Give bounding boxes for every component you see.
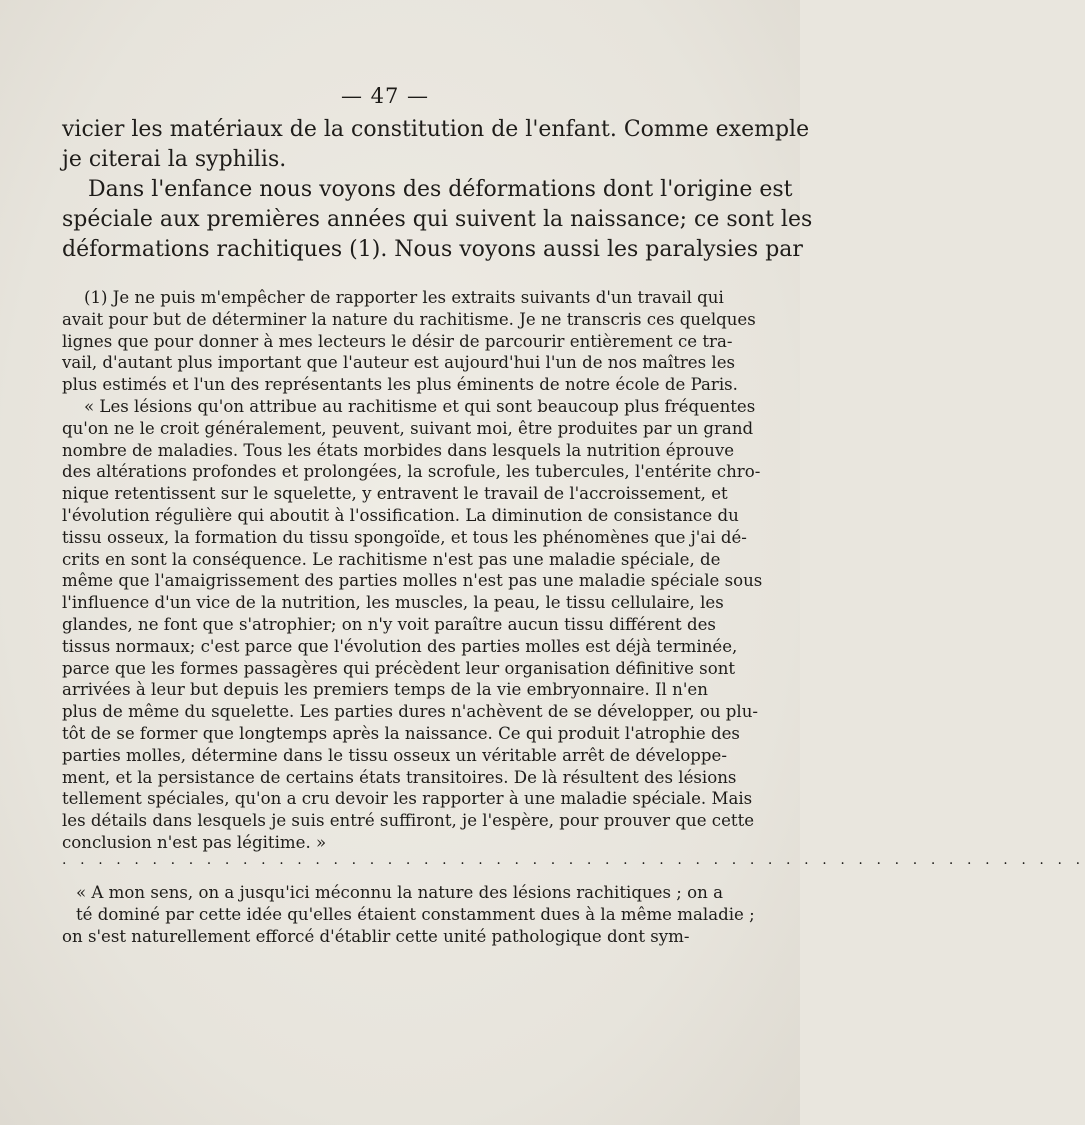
main-text-line: vicier les matériaux de la constitution de l'enfant. Comme exemple	[62, 117, 810, 142]
footnote-line: tissu osseux, la formation du tissu spongoïde, et tous les phénomènes que j'ai dé-	[62, 527, 747, 547]
footnote-line: crits en sont la conséquence. Le rachitisme n'est pas une maladie spéciale, de	[62, 549, 721, 569]
footnote-line: tissus normaux; c'est parce que l'évolution des parties molles est déjà terminée,	[62, 636, 738, 656]
footnote-line: nombre de maladies. Tous les états morbides dans lesquels la nutrition éprouve	[62, 440, 735, 460]
footnote-line: avait pour but de déterminer la nature du rachitisme. Je ne transcris ces quelques	[62, 309, 756, 329]
footnote-continuation-block	[62, 882, 755, 947]
main-text-line: Dans l'enfance nous voyons des déformations dont l'origine est	[88, 177, 793, 202]
footnote-line: tellement spéciales, qu'on a cru devoir les rapporter à une maladie spéciale. Mais	[62, 789, 753, 809]
main-text-block	[62, 115, 813, 265]
footnote-line: « A mon sens, on a jusqu'ici méconnu la nature des lésions rachitiques ; on a	[76, 883, 723, 902]
footnote-line: conclusion n'est pas légitime. »	[62, 832, 327, 852]
footnote-line: qu'on ne le croit généralement, peuvent, suivant moi, être produites par un grand	[62, 418, 754, 438]
footnote-line: plus estimés et l'un des représentants les plus éminents de notre école de Paris.	[62, 375, 738, 395]
footnote-line: des altérations profondes et prolongées, la scrofule, les tubercules, l'entérite chro-	[62, 462, 761, 482]
footnote-line: tôt de se former que longtemps après la naissance. Ce qui produit l'atrophie des	[62, 723, 740, 743]
footnote-line: té dominé par cette idée qu'elles étaient constamment dues à la même maladie ;	[76, 904, 755, 924]
main-text-line: déformations rachitiques (1). Nous voyons aussi les paralysies par	[62, 237, 803, 262]
footnote-line: l'évolution régulière qui aboutit à l'ossification. La diminution de consistance du	[62, 505, 739, 525]
footnote-block	[62, 287, 763, 854]
footnote-line: lignes que pour donner à mes lecteurs le désir de parcourir entièrement ce tra-	[62, 331, 733, 351]
ellipsis-dots: . . . . . . . . . . . . . . . . . . . . . . . . . . . . . . . . . . . . . . . . . . . . . . . . . . . . . . . . .	[62, 852, 1085, 868]
footnote-line: (1) Je ne puis m'empêcher de rapporter les extraits suivants d'un travail qui	[84, 288, 724, 307]
footnote-line: vail, d'autant plus important que l'auteur est aujourd'hui l'un de nos maîtres les	[62, 353, 736, 373]
footnote-line: même que l'amaigrissement des parties molles n'est pas une maladie spéciale sous	[62, 571, 763, 591]
footnote-line: l'influence d'un vice de la nutrition, les muscles, la peau, le tissu cellulaire, les	[62, 593, 724, 613]
footnote-line: « Les lésions qu'on attribue au rachitisme et qui sont beaucoup plus fréquentes	[84, 396, 756, 416]
footnote-line: plus de même du squelette. Les parties dures n'achèvent de se développer, ou plu-	[62, 702, 759, 722]
footnote-line: parties molles, détermine dans le tissu osseux un véritable arrêt de développe-	[62, 745, 727, 765]
main-text-line: spéciale aux premières années qui suivent la naissance; ce sont les	[62, 207, 813, 232]
footnote-line: on s'est naturellement efforcé d'établir cette unité pathologique dont sym-	[62, 926, 690, 946]
footnote-line: ment, et la persistance de certains états transitoires. De là résultent des lésions	[62, 767, 737, 787]
main-text-line: je citerai la syphilis.	[62, 147, 287, 172]
page-number: — 47 —	[340, 84, 430, 108]
footnote-line: arrivées à leur but depuis les premiers temps de la vie embryonnaire. Il n'en	[62, 680, 708, 700]
footnote-line: glandes, ne font que s'atrophier; on n'y voit paraître aucun tissu différent des	[62, 614, 716, 634]
footnote-line: nique retentissent sur le squelette, y entravent le travail de l'accroissement, et	[62, 484, 728, 504]
footnote-line: parce que les formes passagères qui précèdent leur organisation définitive sont	[62, 658, 736, 678]
footnote-line: les détails dans lesquels je suis entré suffiront, je l'espère, pour prouver que cette	[62, 811, 755, 831]
